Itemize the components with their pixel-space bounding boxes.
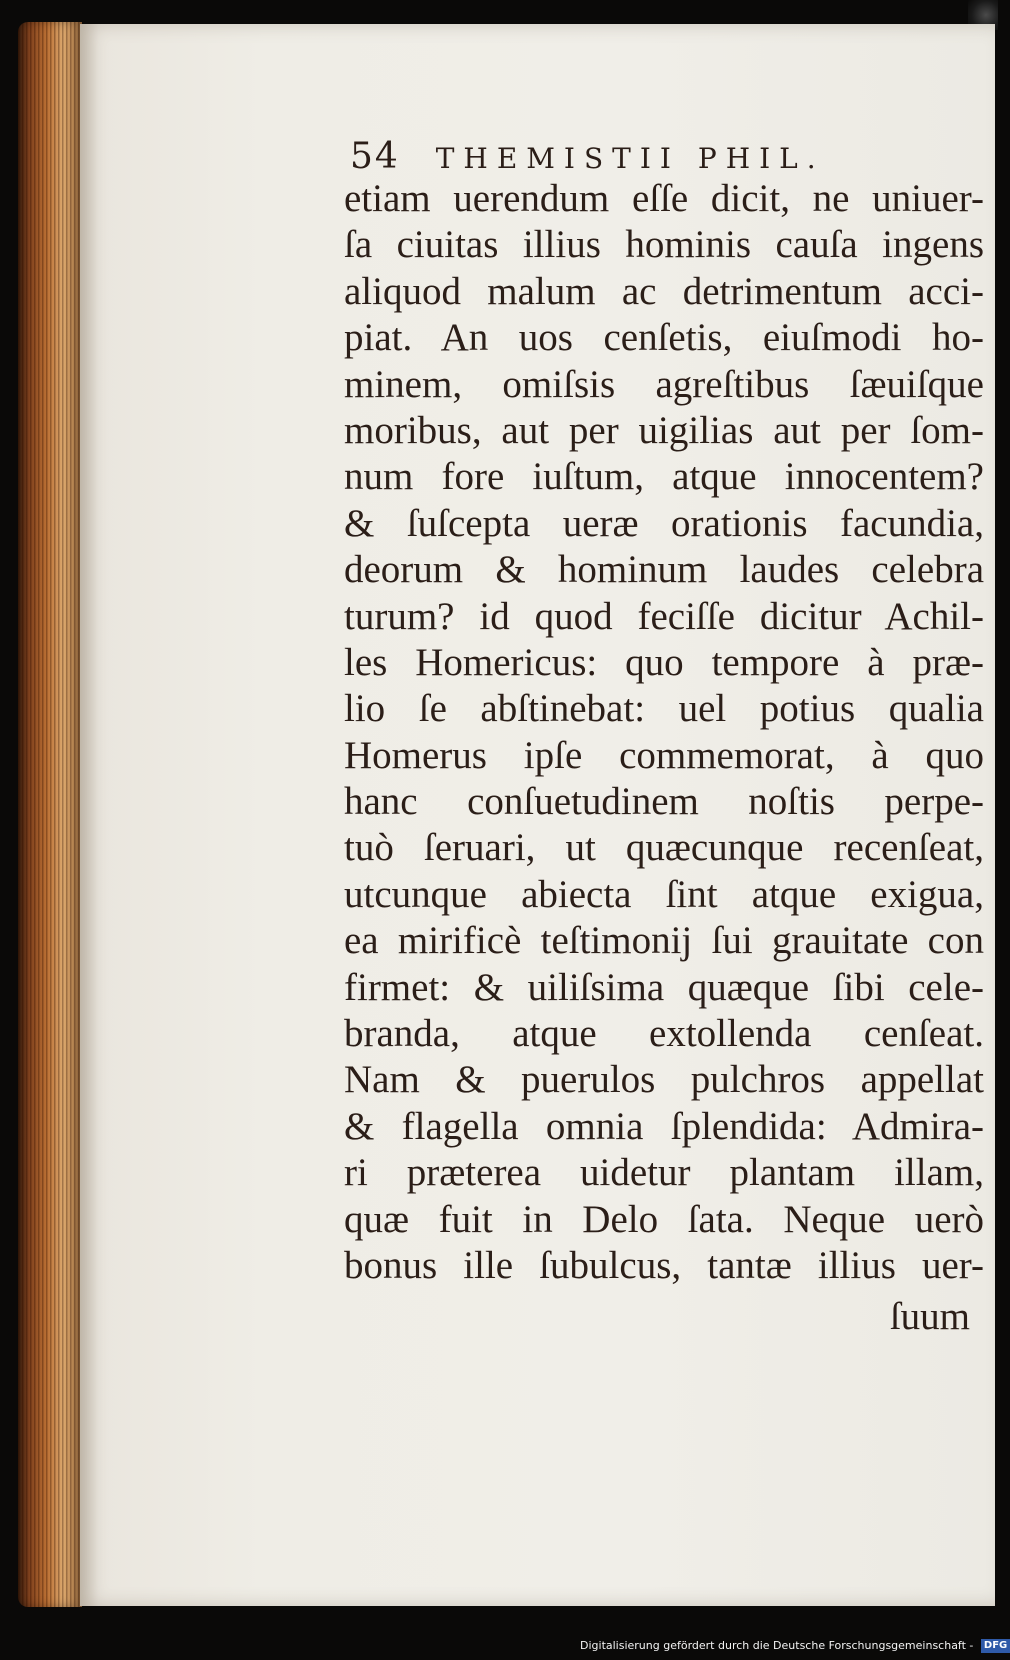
text-line: etiam uerendum eſſe dicit, ne uniuer- xyxy=(344,177,984,220)
text-line: ea mirificè teſtimonij ſui grauitate con xyxy=(344,919,984,963)
dfg-logo: DFG xyxy=(981,1639,1010,1653)
text-line: firmet: & uiliſsima quæque ſibi cele- xyxy=(344,965,984,1009)
text-line: moribus, aut per uigilias aut per ſom- xyxy=(344,408,984,452)
text-line: Homerus ipſe commemorat, à quo xyxy=(344,733,984,777)
text-line: tuò ſeruari, ut quæcunque recenſeat, xyxy=(344,826,984,870)
book-page xyxy=(80,24,995,1606)
digitization-credit xyxy=(580,1636,1008,1656)
text-line: bonus ille ſubulcus, tantæ illius uer- xyxy=(344,1243,984,1287)
text-line: ſa ciuitas illius hominis cauſa ingens xyxy=(344,223,984,267)
text-line: les Homericus: quo tempore à præ- xyxy=(344,640,984,684)
text-line: num fore iuſtum, atque innocentem? xyxy=(344,455,984,499)
text-line: & flagella omnia ſplendida: Admira- xyxy=(344,1104,984,1148)
text-line: & ſuſcepta ueræ orationis facundia, xyxy=(344,501,984,545)
text-line: hanc conſuetudinem noſtis perpe- xyxy=(344,780,984,824)
text-line: turum? id quod feciſſe dicitur Achil- xyxy=(344,594,984,638)
text-line: lio ſe abſtinebat: uel potius qualia xyxy=(344,687,984,731)
catchword: ſuum xyxy=(889,1295,970,1338)
running-title: THEMISTII PHIL. xyxy=(435,142,825,175)
page-number: 54 xyxy=(350,136,400,177)
text-line: minem, omiſsis agreſtibus ſæuiſque xyxy=(344,362,984,406)
text-line: ri præterea uidetur plantam illam, xyxy=(344,1151,984,1195)
text-line: deorum & hominum laudes celebra xyxy=(344,548,984,592)
page-content xyxy=(80,24,995,1606)
credit-text: Digitalisierung gefördert durch die Deutsche Forschungsgemeinschaft - xyxy=(580,1639,974,1652)
text-line: quæ fuit in Delo ſata. Neque uerò xyxy=(344,1197,984,1241)
book-edge xyxy=(18,22,82,1607)
running-head xyxy=(350,136,970,176)
text-line: branda, atque extollenda cenſeat. xyxy=(344,1012,984,1056)
text-line: utcunque abiecta ſint atque exigua, xyxy=(344,872,984,916)
text-line: piat. An uos cenſetis, eiuſmodi ho- xyxy=(344,316,984,360)
body-text xyxy=(344,176,984,1289)
text-line: aliquod malum ac detrimentum acci- xyxy=(344,269,984,313)
text-line: Nam & puerulos pulchros appellat xyxy=(344,1058,984,1102)
